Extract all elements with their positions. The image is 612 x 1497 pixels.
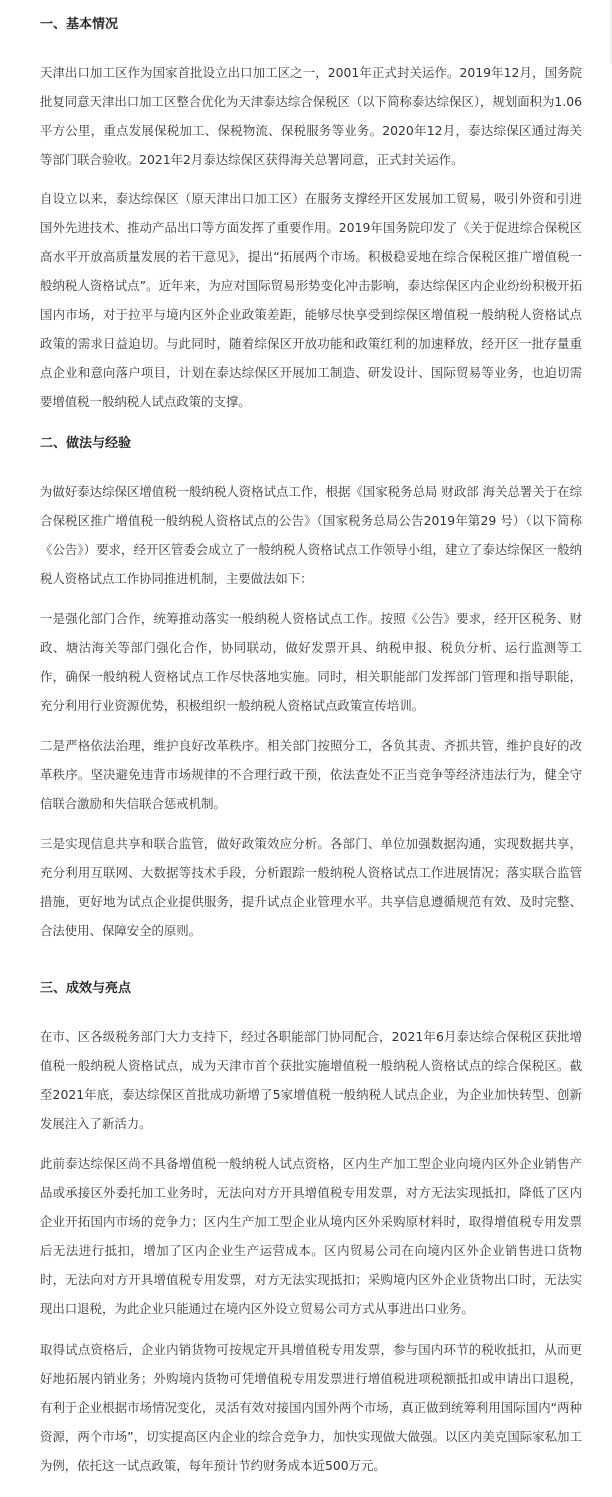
section-heading-results: 三、成效与亮点 [40,981,132,996]
paragraph-practice-3: 三是实现信息共享和联合监管，做好政策效应分析。各部门、单位加强数据沟通，实现数据共享，充分利用互联网、大数据等技术手段，分析跟踪一般纳税人资格试点工作进展情况；落实联合监管措施，更好地为试点企业提供服务，提升试点企业管理水平。共享信息遵循规范有效、及时完整、合法使用、保障安全的原则。 [40,836,582,938]
paragraph-results-2: 此前泰达综保区尚不具备增值税一般纳税人试点资格，区内生产加工型企业向境内区外企业销售产品或承接区外委托加工业务时，无法向对方开具增值税专用发票，对方无法实现抵扣，降低了区内企业开拓国内市场的竞争力；区内生产加工型企业从境内区外采购原材料时，取得增值税专用发票后无法进行抵扣，增加了区内企业生产运营成本。区内贸易公司在向境内区外企业销售进口货物时，无法向对方开具增值税专用发票，对方无法实现抵扣；采购境内区外企业货物出口时，无法实现出口退税，为此企业只能通过在境内区外设立贸易公司方式从事进出口业务。 [40,1156,582,1316]
paragraph-results-3: 取得试点资格后，企业内销货物可按规定开具增值税专用发票，参与国内环节的税收抵扣，从而更好地拓展内销业务；外购境内货物可凭增值税专用发票进行增值税进项税额抵扣或申请出口退税，有利于企业根据市场情况变化，灵活有效对接国内国外两个市场，真正做到统筹利用国际国内“两种资源，两个市场”，切实提高区内企业的综合竞争力，加快实现做大做强。以区内美克国际家私加工为例，依托这一试点政策，每年预计节约财务成本近500万元。 [40,1342,582,1473]
paragraph-basic-info-2: 自设立以来，泰达综保区（原天津出口加工区）在服务支撑经开区发展加工贸易，吸引外资和引进国外先进技术、推动产品出口等方面发挥了重要作用。2019年国务院印发了《关于促进综合保税区高水平开放高质量发展的若干意见》，提出“拓展两个市场。积极稳妥地在综合保税区推广增值税一般纳税人资格试点”。近年来，为应对国际贸易形势变化冲击影响，泰达综保区内企业纷纷积极开拓国内市场，对于拉平与境内区外企业政策差距，能够尽快享受到综保区增值税一般纳税人资格试点政策的需求日益迫切。与此同时，随着综保区开放功能和政策红利的加速释放，经开区一批存量重点企业和意向落户项目，计划在泰达综保区开展加工制造、研发设计、国际贸易等业务，也迫切需要增值税一般纳税人试点政策的支撑。 [40,191,582,409]
paragraph-practice-2: 二是严格依法治理，维护良好改革秩序。相关部门按照分工，各负其责、齐抓共管，维护良好的改革秩序。坚决避免违背市场规律的不合理行政干预，依法查处不正当竞争等经济违法行为，健全守信联合激励和失信联合惩戒机制。 [40,738,582,811]
section-heading-practice: 二、做法与经验 [40,436,132,451]
paragraph-results-1: 在市、区各级税务部门大力支持下，经过各职能部门协同配合，2021年6月泰达综合保税区获批增值税一般纳税人资格试点，成为天津市首个获批实施增值税一般纳税人资格试点的综合保税区。截至2021年底，泰达综保区首批成功新增了5家增值税一般纳税人试点企业，为企业加快转型、创新发展注入了新活力。 [40,1029,582,1131]
paragraph-practice-1: 一是强化部门合作，统筹推动落实一般纳税人资格试点工作。按照《公告》要求，经开区税务、财政、塘沽海关等部门强化合作，协同联动，做好发票开具、纳税申报、税负分析、运行监测等工作，确保一般纳税人资格试点工作尽快落地实施。同时，相关职能部门发挥部门管理和指导职能，充分利用行业资源优势，积极组织一般纳税人资格试点政策宣传培训。 [40,611,582,713]
paragraph-basic-info-1: 天津出口加工区作为国家首批设立出口加工区之一，2001年正式封关运作。2019年12月，国务院批复同意天津出口加工区整合优化为天津泰达综合保税区（以下简称泰达综保区），规划面积为1.06平方公里，重点发展保税加工、保税物流、保税服务等业务。2020年12月，泰达综保区通过海关等部门联合验收。2021年2月泰达综保区获得海关总署同意，正式封关运作。 [40,65,582,167]
paragraph-practice-intro: 为做好泰达综保区增值税一般纳税人资格试点工作，根据《国家税务总局 财政部 海关总署关于在综合保税区推广增值税一般纳税人资格试点的公告》（国家税务总局公告2019年第29 号）（以下简称《公告》）要求，经开区管委会成立了一般纳税人资格试点工作领导小组，建立了泰达综保区一般纳税人资格试点工作协同推进机制，主要做法如下： [40,484,582,586]
section-heading-basic-info: 一、基本情况 [40,17,119,32]
